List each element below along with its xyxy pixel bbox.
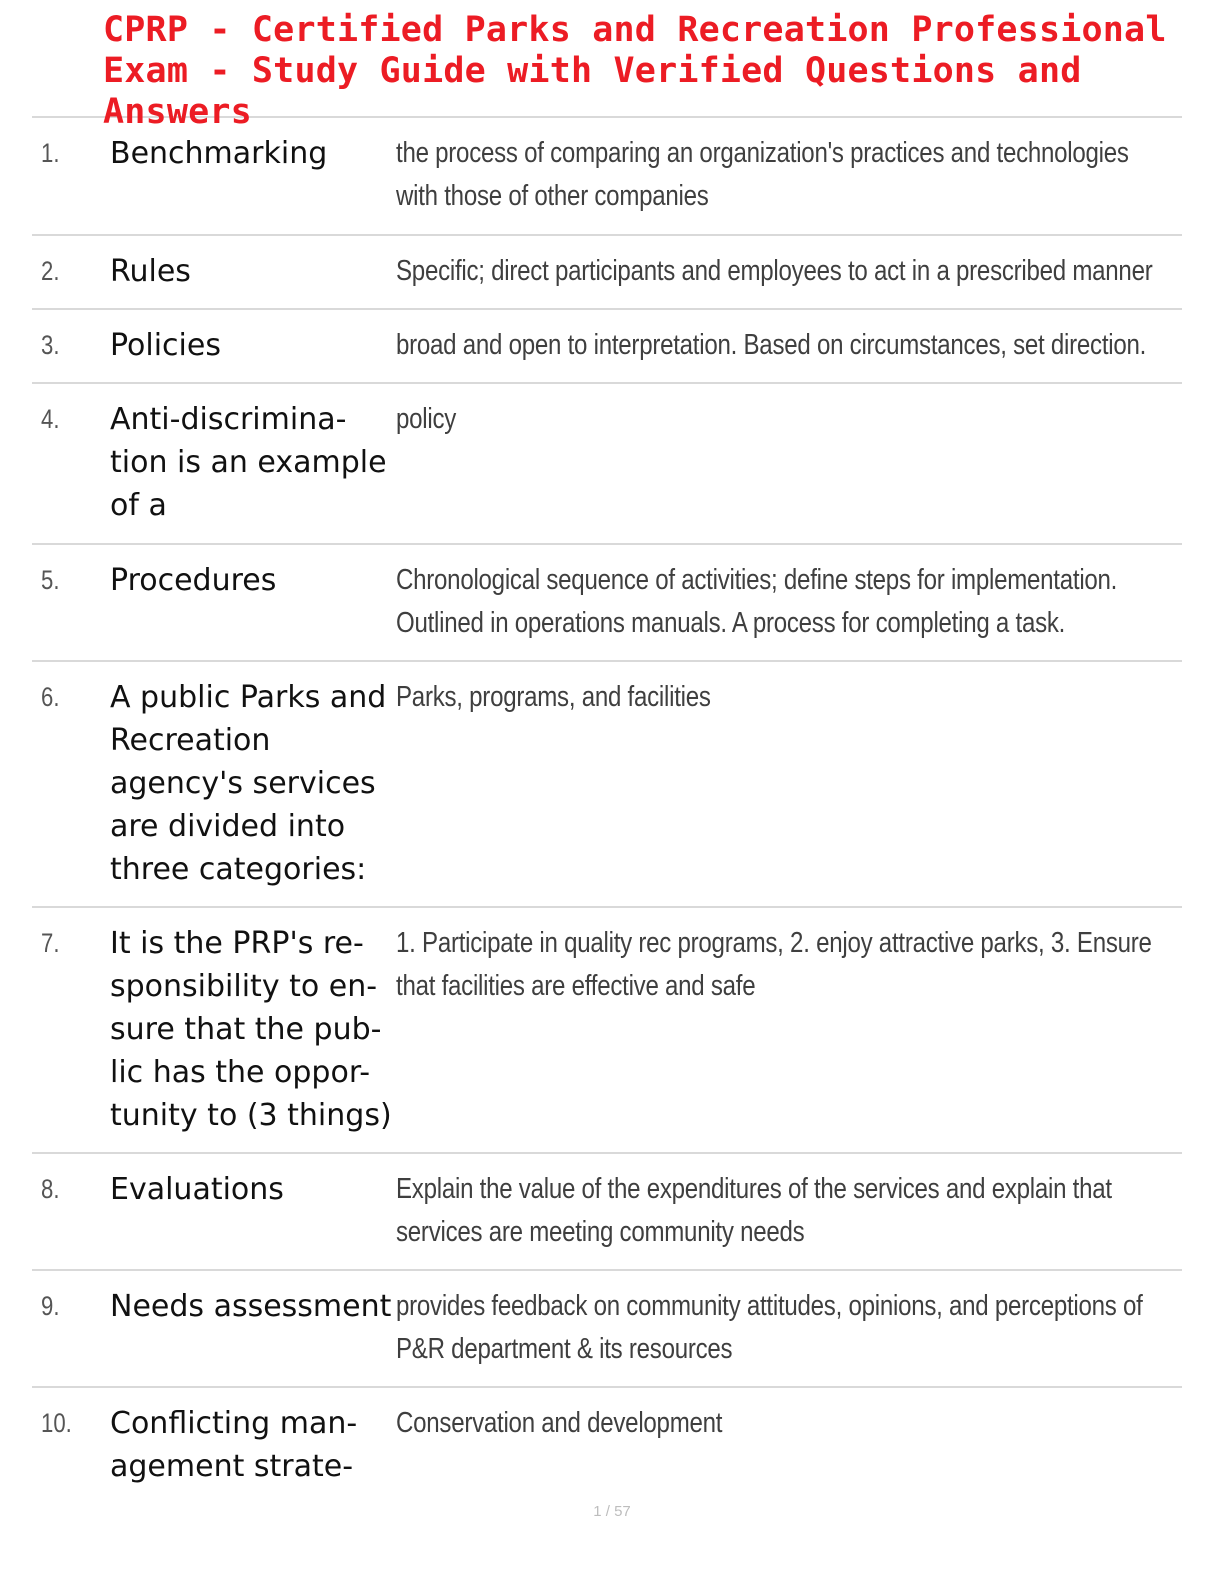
answer-definition: Parks, programs, and facilities [396,681,711,713]
question-term: Benchmarking [110,136,328,171]
question-number: 5. [41,565,60,595]
question-number: 4. [41,404,60,434]
question-number: 10. [41,1408,72,1438]
qa-row [32,234,1182,308]
question-term: Anti-discrimina- tion is an example of a [110,402,387,523]
answer-definition: broad and open to interpretation. Based on circumstances, set direction. [396,329,1147,361]
answer-definition: 1. Participate in quality rec programs, 2. enjoy attractive parks, 3. Ensure that facilities are effective and safe [396,927,1152,1002]
question-number: 6. [41,682,60,712]
page-number: 1 / 57 [593,1503,631,1520]
qa-row [32,1152,1182,1269]
answer-definition: provides feedback on community attitudes, opinions, and perceptions of P&R department & its resources [396,1290,1143,1365]
question-number: 7. [41,928,60,958]
answer-definition: policy [396,403,457,435]
qa-row [32,660,1182,906]
qa-row [32,116,1182,234]
answer-definition: Conservation and development [396,1407,723,1439]
document-title: CPRP - Certified Parks and Recreation Professional Exam - Study Guide with Verified Questions and Answers [103,10,1167,132]
question-number: 1. [41,138,60,168]
question-term: Procedures [110,563,277,598]
question-number: 8. [41,1174,60,1204]
question-term: Evaluations [110,1172,284,1207]
answer-definition: Specific; direct participants and employees to act in a prescribed manner [396,255,1153,287]
question-term: Conflicting man- agement strate- [110,1406,358,1484]
question-term: Policies [110,328,221,363]
question-number: 2. [41,256,60,286]
question-term: It is the PRP's re- sponsibility to en- sure that the pub- lic has the oppor- tunity to (3 things) [110,926,392,1133]
answer-definition: the process of comparing an organization's practices and technologies with those of other companies [396,137,1129,212]
qa-row [32,382,1182,543]
qa-row [32,906,1182,1152]
question-term: Needs assessment [110,1289,392,1324]
qa-row [32,1269,1182,1386]
question-term: A public Parks and Recreation agency's services are divided into three categories: [110,680,387,887]
answer-definition: Explain the value of the expenditures of the services and explain that services are meeting community needs [396,1173,1112,1248]
question-number: 9. [41,1291,60,1321]
qa-row [32,1386,1182,1496]
question-term: Rules [110,254,191,289]
answer-definition: Chronological sequence of activities; define steps for implementation. Outlined in operations manuals. A process for completing a task. [396,564,1118,639]
question-number: 3. [41,330,60,360]
qa-row [32,543,1182,660]
qa-row [32,308,1182,382]
